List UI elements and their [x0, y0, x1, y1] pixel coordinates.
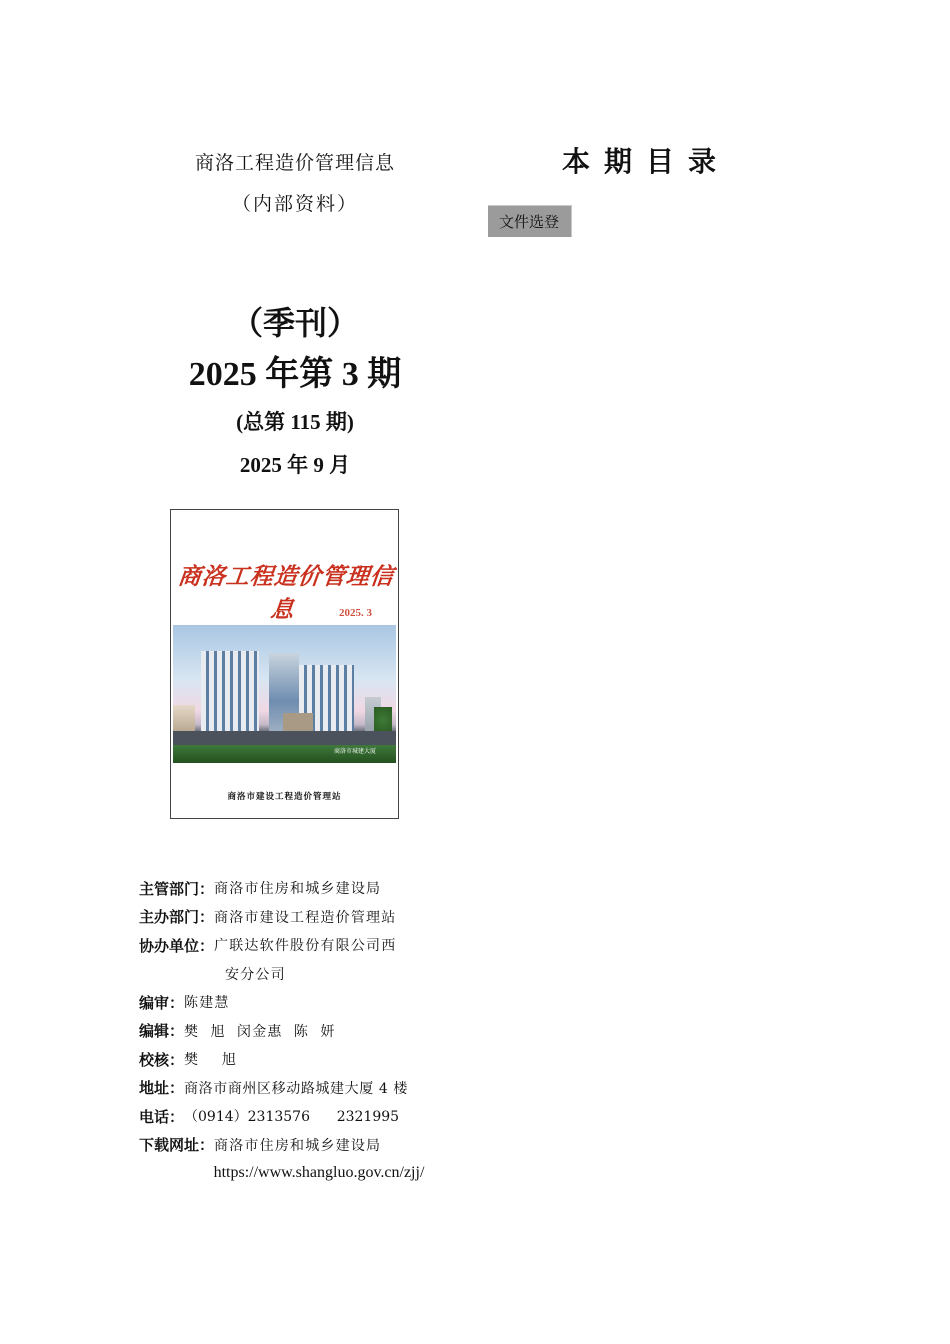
credit-label: 电话： — [139, 1107, 185, 1126]
credit-label: 主管部门： — [139, 879, 215, 898]
credit-reviewer — [139, 988, 459, 1017]
credit-value: 安分公司 — [225, 966, 286, 983]
internal-note: （内部资料） — [231, 193, 358, 215]
credit-label: 协办单位： — [139, 936, 215, 955]
cover-edition: 2025. 3 — [339, 607, 372, 619]
toc-section-heading: 文件选登 — [488, 205, 572, 237]
credit-value: 商洛市商州区移动路城建大厦 4 楼 — [184, 1080, 409, 1097]
building-left-side — [173, 705, 195, 733]
credit-address — [139, 1074, 459, 1103]
frequency-label: （季刊） — [230, 305, 359, 341]
credit-value: 陈建慧 — [184, 995, 230, 1012]
building-entrance — [283, 713, 313, 733]
credit-download — [139, 1131, 459, 1160]
credit-label: 校核： — [139, 1050, 185, 1069]
credit-label: 编审： — [139, 993, 185, 1012]
cover-title: 商洛工程造价管理信息 — [176, 563, 396, 623]
total-issue-number: (总第 115 期) — [236, 410, 354, 434]
road — [173, 731, 396, 745]
building-photo — [173, 625, 396, 763]
credit-host — [139, 903, 459, 932]
credit-editors — [139, 1017, 459, 1046]
credit-value: 商洛市建设工程造价管理站 — [214, 909, 397, 926]
toc-title: 本期目录 — [561, 145, 730, 178]
credit-label: 地址： — [139, 1079, 185, 1098]
download-url[interactable] — [139, 1159, 459, 1188]
credit-value: 商洛市住房和城乡建设局 — [214, 1137, 382, 1154]
issue-number: 2025 年第 3 期 — [188, 356, 402, 393]
cover-organization: 商洛市建设工程造价管理站 — [227, 792, 342, 802]
credit-label: 下载网址： — [139, 1136, 215, 1155]
download-url-link[interactable]: https://www.shangluo.gov.cn/zjj/ — [213, 1164, 425, 1182]
issue-date: 2025 年 9 月 — [239, 453, 351, 477]
credit-co-organizer — [139, 931, 459, 960]
credit-value: 樊 旭 — [184, 1052, 238, 1069]
table-of-contents — [487, 205, 807, 245]
tree — [374, 707, 392, 733]
credit-phone — [139, 1102, 459, 1131]
credit-label: 主办部门： — [139, 908, 215, 927]
credit-co-organizer-cont — [139, 960, 459, 989]
credits-block — [139, 874, 459, 1188]
credit-value: 商洛市住房和城乡建设局 — [214, 881, 382, 898]
cover-image — [170, 509, 399, 819]
building-left-wing — [201, 651, 259, 731]
publication-name: 商洛工程造价管理信息 — [194, 152, 395, 174]
credit-value: 樊 旭 闵金惠 陈 妍 — [184, 1023, 336, 1040]
credit-label: 编辑： — [139, 1022, 185, 1041]
credit-value: 广联达软件股份有限公司西 — [214, 938, 397, 955]
credit-proofreader — [139, 1045, 459, 1074]
credit-supervisor — [139, 874, 459, 903]
credit-value: （0914）2313576 2321995 — [184, 1109, 400, 1126]
photo-caption: 商洛市城建大厦 — [333, 748, 376, 755]
